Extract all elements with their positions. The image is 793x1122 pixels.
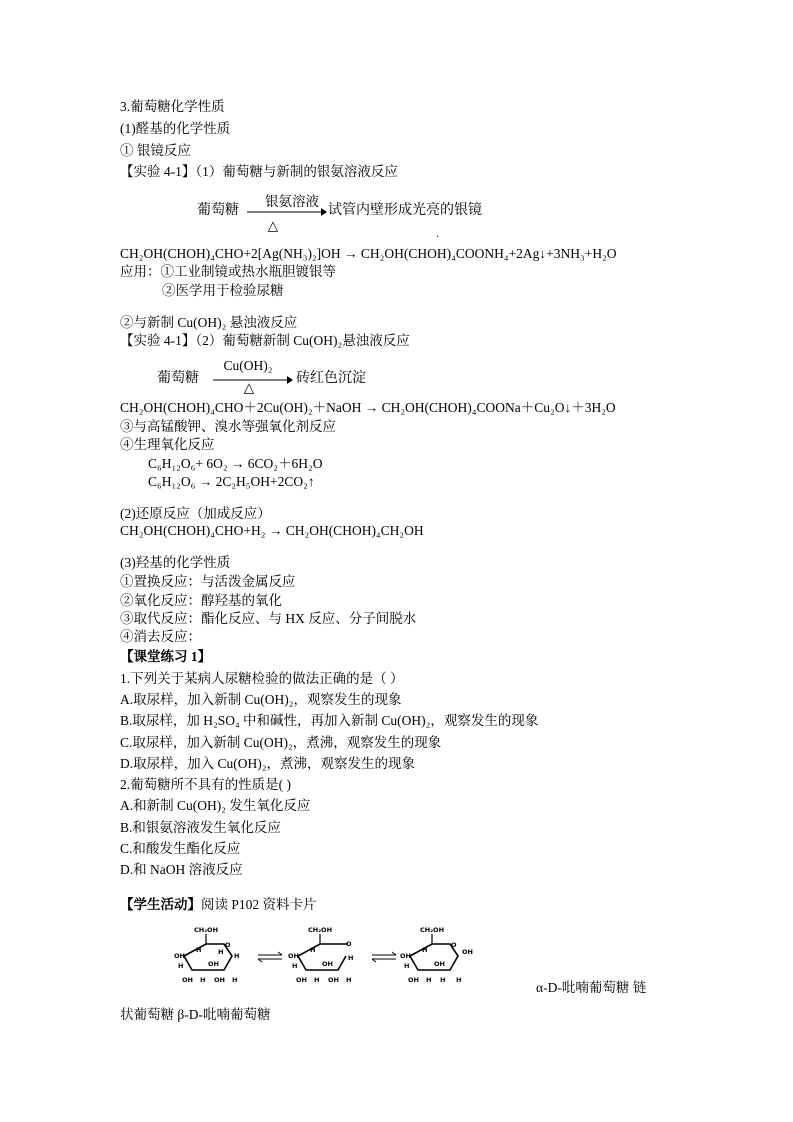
- scheme1-reactant: 葡萄糖: [197, 203, 239, 218]
- question-2-option-c: C.和酸发生酯化反应: [120, 841, 241, 856]
- scheme2-reagent: Cu(OH)₂: [223, 358, 273, 373]
- question-1-option-d: D.取尿样，加入 Cu(OH)₂，煮沸，观察发生的现象: [120, 756, 415, 771]
- experiment2-title: 【实验 4-1】（2）葡萄糖新制 Cu(OH)₂悬浊液反应: [120, 333, 410, 348]
- bio-oxidation-heading: ④生理氧化反应: [120, 437, 215, 452]
- question-1-option-a: A.取尿样，加入新制 Cu(OH)₂，观察发生的现象: [120, 692, 402, 707]
- reduction-heading: (2)还原反应（加成反应）: [120, 506, 271, 521]
- scheme1-dot: .: [436, 226, 439, 240]
- aldehyde-heading: (1)醛基的化学性质: [120, 121, 231, 136]
- question-1: 1.下列关于某病人尿糖检验的做法正确的是（ ）: [120, 671, 404, 686]
- question-2: 2.葡萄糖所不具有的性质是( ): [120, 777, 291, 792]
- ring1-ch2oh: CH₂OH: [194, 926, 219, 934]
- cuoh-heading: ②与新制 Cu(OH)₂ 悬浊液反应: [120, 315, 298, 330]
- section-title: 3.葡萄糖化学性质: [120, 99, 225, 114]
- practice-heading: 【课堂练习 1】: [120, 649, 212, 664]
- open-chain-glucose: [288, 926, 353, 984]
- ring2-ch2oh: CH₂OH: [308, 926, 333, 934]
- svg-text:H: H: [200, 976, 206, 984]
- svg-text:H: H: [422, 946, 428, 954]
- ring3-ch2oh: CH₂OH: [420, 926, 445, 934]
- equation-respiration: C₆H₁₂O₆+ 6O₂ → 6CO₂＋6H₂O: [148, 456, 323, 471]
- question-2-option-d: D.和 NaOH 溶液反应: [120, 862, 243, 877]
- svg-text:OH: OH: [462, 948, 473, 956]
- svg-text:OH: OH: [408, 976, 419, 984]
- silver-mirror-heading: ① 银镜反应: [120, 143, 191, 158]
- question-1-option-c: C.取尿样，加入新制 Cu(OH)₂，煮沸，观察发生的现象: [120, 735, 442, 750]
- scheme2-heat: △: [243, 380, 255, 395]
- student-activity: [120, 896, 317, 914]
- hydroxyl-item-2: ②氧化反应：醇羟基的氧化: [120, 593, 282, 608]
- application-2: ②医学用于检验尿糖: [162, 283, 284, 298]
- svg-text:OH: OH: [322, 960, 333, 968]
- equilibrium-arrow-icon: [372, 952, 396, 962]
- svg-text:H: H: [218, 948, 224, 956]
- svg-text:OH: OH: [434, 960, 445, 968]
- activity-text: 阅读 P102 资料卡片: [201, 897, 317, 912]
- scheme1-reagent: 银氨溶液: [265, 194, 319, 209]
- svg-text:H: H: [310, 946, 316, 954]
- ring2-o: O: [346, 940, 352, 948]
- equation-fermentation: C₆H₁₂O₆ → 2C₂H₅OH+2CO₂↑: [148, 474, 315, 489]
- svg-text:H: H: [440, 976, 446, 984]
- ring3-o: O: [451, 941, 457, 949]
- alpha-glucose-ring: [174, 926, 239, 984]
- application-1: 应用：①工业制镜或热水瓶胆镀银等: [120, 264, 336, 279]
- question-2-option-a: A.和新制 Cu(OH)₂ 发生氧化反应: [120, 798, 311, 813]
- svg-text:H: H: [456, 976, 462, 984]
- scheme2-reactant: 葡萄糖: [157, 371, 199, 386]
- svg-text:H: H: [292, 962, 298, 970]
- scheme1-heat: △: [267, 218, 279, 233]
- figure-caption-right: α-D-吡喃葡萄糖 链: [536, 980, 647, 995]
- svg-text:OH: OH: [400, 952, 411, 960]
- activity-label: 【学生活动】: [120, 897, 201, 912]
- oxidant-heading: ③与高锰酸钾、溴水等强氧化剂反应: [120, 419, 336, 434]
- scheme1-product: 试管内壁形成光亮的银镜: [328, 203, 482, 218]
- equation-reduction: CH₂OH(CHOH)₄CHO+H₂ → CH₂OH(CHOH)₄CH₂OH: [120, 523, 424, 538]
- equation-silver: CH₂OH(CHOH)₄CHO+2[Ag(NH₃)₂]OH → CH₂OH(CHOH)₄COONH₄+2Ag↓+3NH₃+H₂O: [120, 246, 617, 261]
- svg-text:H: H: [346, 976, 352, 984]
- hydroxyl-item-1: ①置换反应：与活泼金属反应: [120, 574, 296, 589]
- svg-text:H: H: [232, 976, 238, 984]
- figure-caption-left: 状葡萄糖 β-D-吡喃葡萄糖: [120, 1007, 271, 1022]
- scheme1-arrow-icon: [247, 207, 327, 217]
- svg-text:H: H: [196, 946, 202, 954]
- hydroxyl-item-3: ③取代反应：酯化反应、与 HX 反应、分子间脱水: [120, 611, 417, 626]
- svg-text:OH: OH: [288, 952, 299, 960]
- svg-text:OH: OH: [296, 976, 307, 984]
- svg-text:OH: OH: [328, 976, 339, 984]
- svg-text:H: H: [178, 962, 184, 970]
- svg-text:OH: OH: [214, 976, 225, 984]
- hydroxyl-item-4: ④消去反应：: [120, 629, 201, 644]
- beta-glucose-ring: [400, 926, 473, 984]
- ring1-o: O: [225, 941, 231, 949]
- question-1-option-b: B.取尿样，加 H₂SO₄ 中和碱性，再加入新制 Cu(OH)₂，观察发生的现象: [120, 713, 539, 728]
- svg-text:OH: OH: [174, 952, 185, 960]
- svg-text:OH: OH: [208, 960, 219, 968]
- svg-text:H: H: [348, 954, 354, 962]
- glucose-structures-figure: [170, 924, 490, 994]
- equation-cuoh: CH₂OH(CHOH)₄CHO＋2Cu(OH)₂＋NaOH → CH₂OH(CHOH)₄COONa＋Cu₂O↓＋3H₂O: [120, 400, 616, 415]
- equilibrium-arrow-icon: [258, 952, 282, 962]
- scheme2-product: 砖红色沉淀: [296, 371, 366, 386]
- svg-text:H: H: [234, 952, 240, 960]
- svg-text:OH: OH: [182, 976, 193, 984]
- svg-text:H: H: [314, 976, 320, 984]
- svg-text:H: H: [404, 962, 410, 970]
- question-2-option-b: B.和银氨溶液发生氧化反应: [120, 820, 281, 835]
- experiment1-title: 【实验 4-1】（1）葡萄糖与新制的银氨溶液反应: [120, 164, 398, 179]
- svg-text:H: H: [426, 976, 432, 984]
- hydroxyl-heading: (3)羟基的化学性质: [120, 555, 231, 570]
